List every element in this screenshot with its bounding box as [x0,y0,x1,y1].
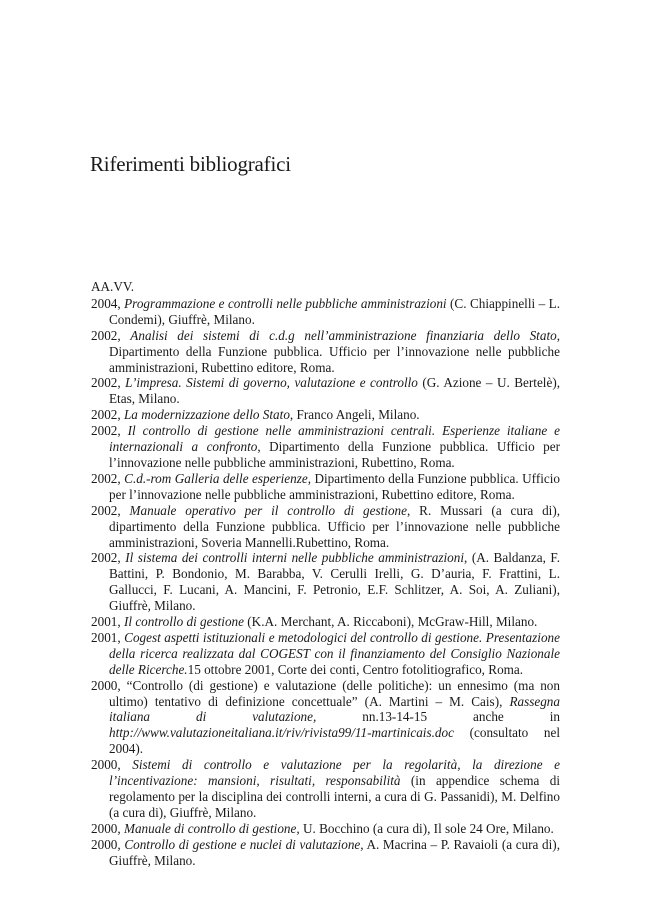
page-title: Riferimenti bibliografici [90,152,291,176]
entry-details: , A. Macrina – P. Ravaioli (a cura di), Giuffrè, Milano. [109,836,560,868]
author-heading: AA.VV. [91,279,134,294]
entry-title: Analisi dei sistemi di c.d.g nell’amministrazione finanziaria dello Stato [130,327,557,343]
entry-title: L’impresa. Sistemi di governo, valutazione e controllo [125,375,418,391]
entry-details: , Dipartimento della Funzione pubblica. Ufficio per l’innovazione nelle pubbliche amministrazioni, Rubettino, Roma. [109,439,560,470]
entry-title: Manuale operativo per il controllo di gestione [129,502,408,518]
entry-details: , Dipartimento della Funzione pubblica. Ufficio per l’innovazione nelle pubbliche amministrazioni, Rubettino editore, Roma. [109,327,560,375]
entry-year: 2000, [91,757,121,773]
entry-details: , (A. Baldanza, F. Battini, P. Bondonio, M. Barabba, V. Cerulli Irelli, G. D’auria, F. Frattini, L. Gallucci, F. Lucani, A. Mancini, F. Petronio, E.F. Schlitzer, A. Soi, A. Zuliani), Giuffrè, Milano. [109,550,560,614]
entry-year: 2002, [91,470,121,486]
entry-title: La modernizzazione dello Stato [123,407,290,423]
entry-details: (C. Chiappinelli – L. Condemi), Giuffrè, Milano. [109,295,560,327]
bibliography-entry [91,821,560,837]
entry-details: Dipartimento della Funzione pubblica. Ufficio per l’innovazione nelle pubbliche amministrazioni, Rubettino editore, Roma. [109,470,560,502]
bibliography-entry [91,423,560,471]
entry-url[interactable]: http://www.valutazioneitaliana.it/riv/rivista99/11-martinicais.doc [109,725,454,741]
entry-title: Controllo di gestione e nuclei di valutazione [124,836,361,852]
entry-details: (K.A. Merchant, A. Riccaboni), McGraw-Hill, Milano. [243,614,538,630]
entry-issue: nn.13-14-15 anche in [316,709,560,725]
entry-details: , R. Mussari (a cura di), dipartimento della Funzione pubblica. Ufficio per l’innovazione nelle pubbliche amministrazioni, Soveria Mannelli.Rubettino, Roma. [109,502,561,550]
bibliography-entry [91,614,560,630]
entry-year: 2001, [91,629,121,645]
entry-title: Il controllo di gestione [123,614,244,630]
entry-year: 2002, [91,502,121,518]
entry-year: 2002, [91,327,121,343]
bibliography-entry [91,630,560,678]
entry-details: , Franco Angeli, Milano. [289,407,420,423]
entry-year: 2000, [91,836,121,852]
entry-year: 2002, [91,550,121,566]
entry-title: Sistemi di controllo e valutazione per la regolarità, la direzione e l’incentivazione: mansioni, risultati, responsabilità [109,757,560,789]
entry-title: C.d.-rom Galleria delle esperienze, [124,470,312,486]
bibliography-entry [91,328,560,376]
entry-article: “Controllo (di gestione) e valutazione (delle politiche): un ennesimo (ma non ultimo) tentativo di definizione concettuale” (A. Martini – M. Cais), [109,677,560,709]
entry-title: Manuale di controllo di gestione, [123,820,300,836]
bibliography-entry [91,296,560,328]
entry-year: 2002, [91,375,121,391]
bibliography-entry [91,757,560,821]
entry-title: Il sistema dei controlli interni nelle pubbliche amministrazioni [125,550,464,566]
entry-details: U. Bocchino (a cura di), Il sole 24 Ore, Milano. [299,820,554,836]
entry-title: Cogest aspetti istituzionali e metodologici del controllo di gestione. Presentazione della ricerca realizzata dal COGEST con il finanziamento del Consiglio Nazionale delle Ricerche. [109,629,560,677]
entry-title: Programmazione e controlli nelle pubbliche amministrazioni [124,295,447,311]
entry-year: 2004, [91,295,121,311]
bibliography-entry [91,375,560,407]
bibliography-entry [91,678,560,758]
entry-year: 2002, [91,407,121,423]
bibliography-entry [91,550,560,614]
bibliography-entry [91,407,560,423]
entry-details: (in appendice schema di regolamento per la disciplina dei controlli interni, a cura di G. Passanidi), M. Delfino (a cura di), Giuffrè, Milano. [109,773,560,820]
entry-journal: Rassegna italiana di valutazione, [109,693,560,725]
entry-title: Il controllo di gestione nelle amministrazioni centrali. Esperienze italiane e internazionali a confronto [109,423,560,455]
bibliography-entry [91,503,560,551]
entry-year: 2001, [91,614,121,630]
entry-year: 2000, [91,820,121,836]
entry-details: (G. Azione – U. Bertelè), Etas, Milano. [109,375,561,407]
entry-year: 2000, [91,677,121,693]
bibliography [91,279,560,869]
entry-year: 2002, [91,423,121,439]
bibliography-entry [91,837,560,869]
bibliography-entry [91,471,560,503]
entry-details: (consultato nel 2004). [109,725,560,757]
entry-details: 15 ottobre 2001, Corte dei conti, Centro fotolitiografico, Roma. [187,661,524,677]
